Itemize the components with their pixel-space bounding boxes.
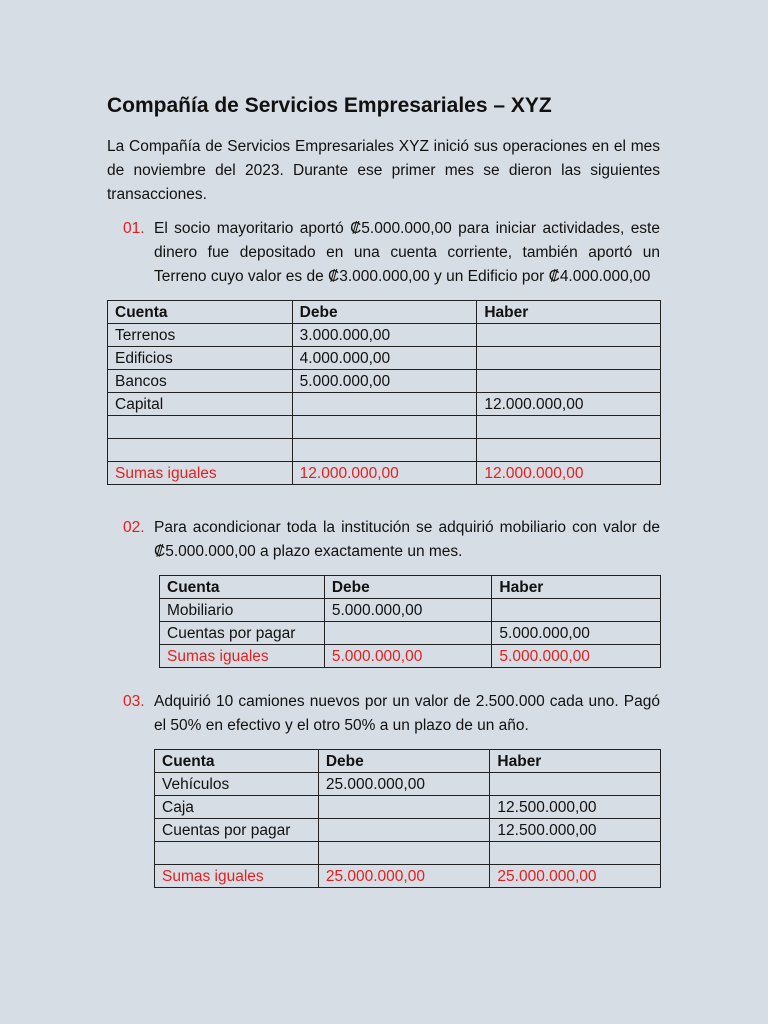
- cell-cuenta: Edificios: [108, 347, 293, 370]
- table-row: [160, 622, 661, 645]
- cell-haber: 12.500.000,00: [490, 796, 661, 819]
- total-haber: 25.000.000,00: [490, 865, 661, 888]
- cell-cuenta: Cuentas por pagar: [155, 819, 319, 842]
- total-label: Sumas iguales: [155, 865, 319, 888]
- cell-debe: [318, 819, 490, 842]
- total-haber: 5.000.000,00: [492, 645, 661, 668]
- table-header-row: [155, 750, 661, 773]
- cell-debe: 3.000.000,00: [292, 324, 477, 347]
- transaction-text: Adquirió 10 camiones nuevos por un valor de 2.500.000 cada uno. Pagó el 50% en efectivo y el otro 50% a un plazo de un año.: [154, 693, 660, 734]
- header-haber: Haber: [477, 301, 661, 324]
- table-row: [108, 347, 661, 370]
- cell-cuenta: [108, 416, 293, 439]
- table-row: [108, 324, 661, 347]
- header-debe: Debe: [318, 750, 490, 773]
- transaction-number: 02.: [123, 519, 145, 536]
- cell-debe: 4.000.000,00: [292, 347, 477, 370]
- transaction-text: El socio mayoritario aportó ₡5.000.000,00 para iniciar actividades, este dinero fue depositado en una cuenta corriente, también aportó un Terreno cuyo valor es de ₡3.000.000,00 y un Edificio por ₡4.000.000,00: [154, 220, 660, 285]
- cell-cuenta: Mobiliario: [160, 599, 325, 622]
- table-row: [155, 842, 661, 865]
- total-label: Sumas iguales: [160, 645, 325, 668]
- table-row: [108, 393, 661, 416]
- totals-row: [108, 462, 661, 485]
- cell-cuenta: [108, 439, 293, 462]
- cell-debe: [292, 393, 477, 416]
- cell-haber: 5.000.000,00: [492, 622, 661, 645]
- cell-haber: 12.000.000,00: [477, 393, 661, 416]
- header-debe: Debe: [324, 576, 492, 599]
- cell-debe: [318, 842, 490, 865]
- cell-cuenta: Bancos: [108, 370, 293, 393]
- cell-debe: 5.000.000,00: [324, 599, 492, 622]
- transaction-03: [123, 690, 660, 738]
- table-row: [108, 416, 661, 439]
- total-haber: 12.000.000,00: [477, 462, 661, 485]
- cell-debe: 5.000.000,00: [292, 370, 477, 393]
- cell-haber: 12.500.000,00: [490, 819, 661, 842]
- ledger-table-01: [107, 300, 661, 485]
- cell-haber: [477, 347, 661, 370]
- transaction-01: [123, 217, 660, 289]
- cell-debe: [324, 622, 492, 645]
- cell-cuenta: Capital: [108, 393, 293, 416]
- cell-debe: [292, 439, 477, 462]
- ledger-table-03: [154, 749, 661, 888]
- header-cuenta: Cuenta: [160, 576, 325, 599]
- table-row: [155, 796, 661, 819]
- table-row: [155, 773, 661, 796]
- table-row: [160, 599, 661, 622]
- cell-cuenta: Caja: [155, 796, 319, 819]
- total-debe: 25.000.000,00: [318, 865, 490, 888]
- cell-debe: 25.000.000,00: [318, 773, 490, 796]
- cell-debe: [292, 416, 477, 439]
- cell-cuenta: Terrenos: [108, 324, 293, 347]
- table-row: [108, 370, 661, 393]
- intro-paragraph: La Compañía de Servicios Empresariales XYZ inició sus operaciones en el mes de noviembre del 2023. Durante ese primer mes se dieron las siguientes transacciones.: [107, 138, 660, 203]
- totals-row: [160, 645, 661, 668]
- cell-haber: [477, 370, 661, 393]
- table-header-row: [160, 576, 661, 599]
- total-debe: 5.000.000,00: [324, 645, 492, 668]
- header-cuenta: Cuenta: [108, 301, 293, 324]
- total-debe: 12.000.000,00: [292, 462, 477, 485]
- header-haber: Haber: [490, 750, 661, 773]
- table-row: [155, 819, 661, 842]
- cell-haber: [490, 842, 661, 865]
- cell-haber: [477, 324, 661, 347]
- cell-cuenta: Cuentas por pagar: [160, 622, 325, 645]
- cell-haber: [477, 416, 661, 439]
- cell-haber: [490, 773, 661, 796]
- totals-row: [155, 865, 661, 888]
- ledger-table-02: [159, 575, 661, 668]
- cell-cuenta: Vehículos: [155, 773, 319, 796]
- transaction-number: 01.: [123, 220, 145, 237]
- header-cuenta: Cuenta: [155, 750, 319, 773]
- cell-debe: [318, 796, 490, 819]
- transaction-text: Para acondicionar toda la institución se adquirió mobiliario con valor de ₡5.000.000,00 a plazo exactamente un mes.: [154, 519, 660, 560]
- table-row: [108, 439, 661, 462]
- header-debe: Debe: [292, 301, 477, 324]
- document-title: Compañía de Servicios Empresariales – XYZ: [107, 94, 552, 117]
- cell-haber: [492, 599, 661, 622]
- total-label: Sumas iguales: [108, 462, 293, 485]
- cell-haber: [477, 439, 661, 462]
- transaction-02: [123, 516, 660, 564]
- cell-cuenta: [155, 842, 319, 865]
- header-haber: Haber: [492, 576, 661, 599]
- transaction-number: 03.: [123, 693, 145, 710]
- table-header-row: [108, 301, 661, 324]
